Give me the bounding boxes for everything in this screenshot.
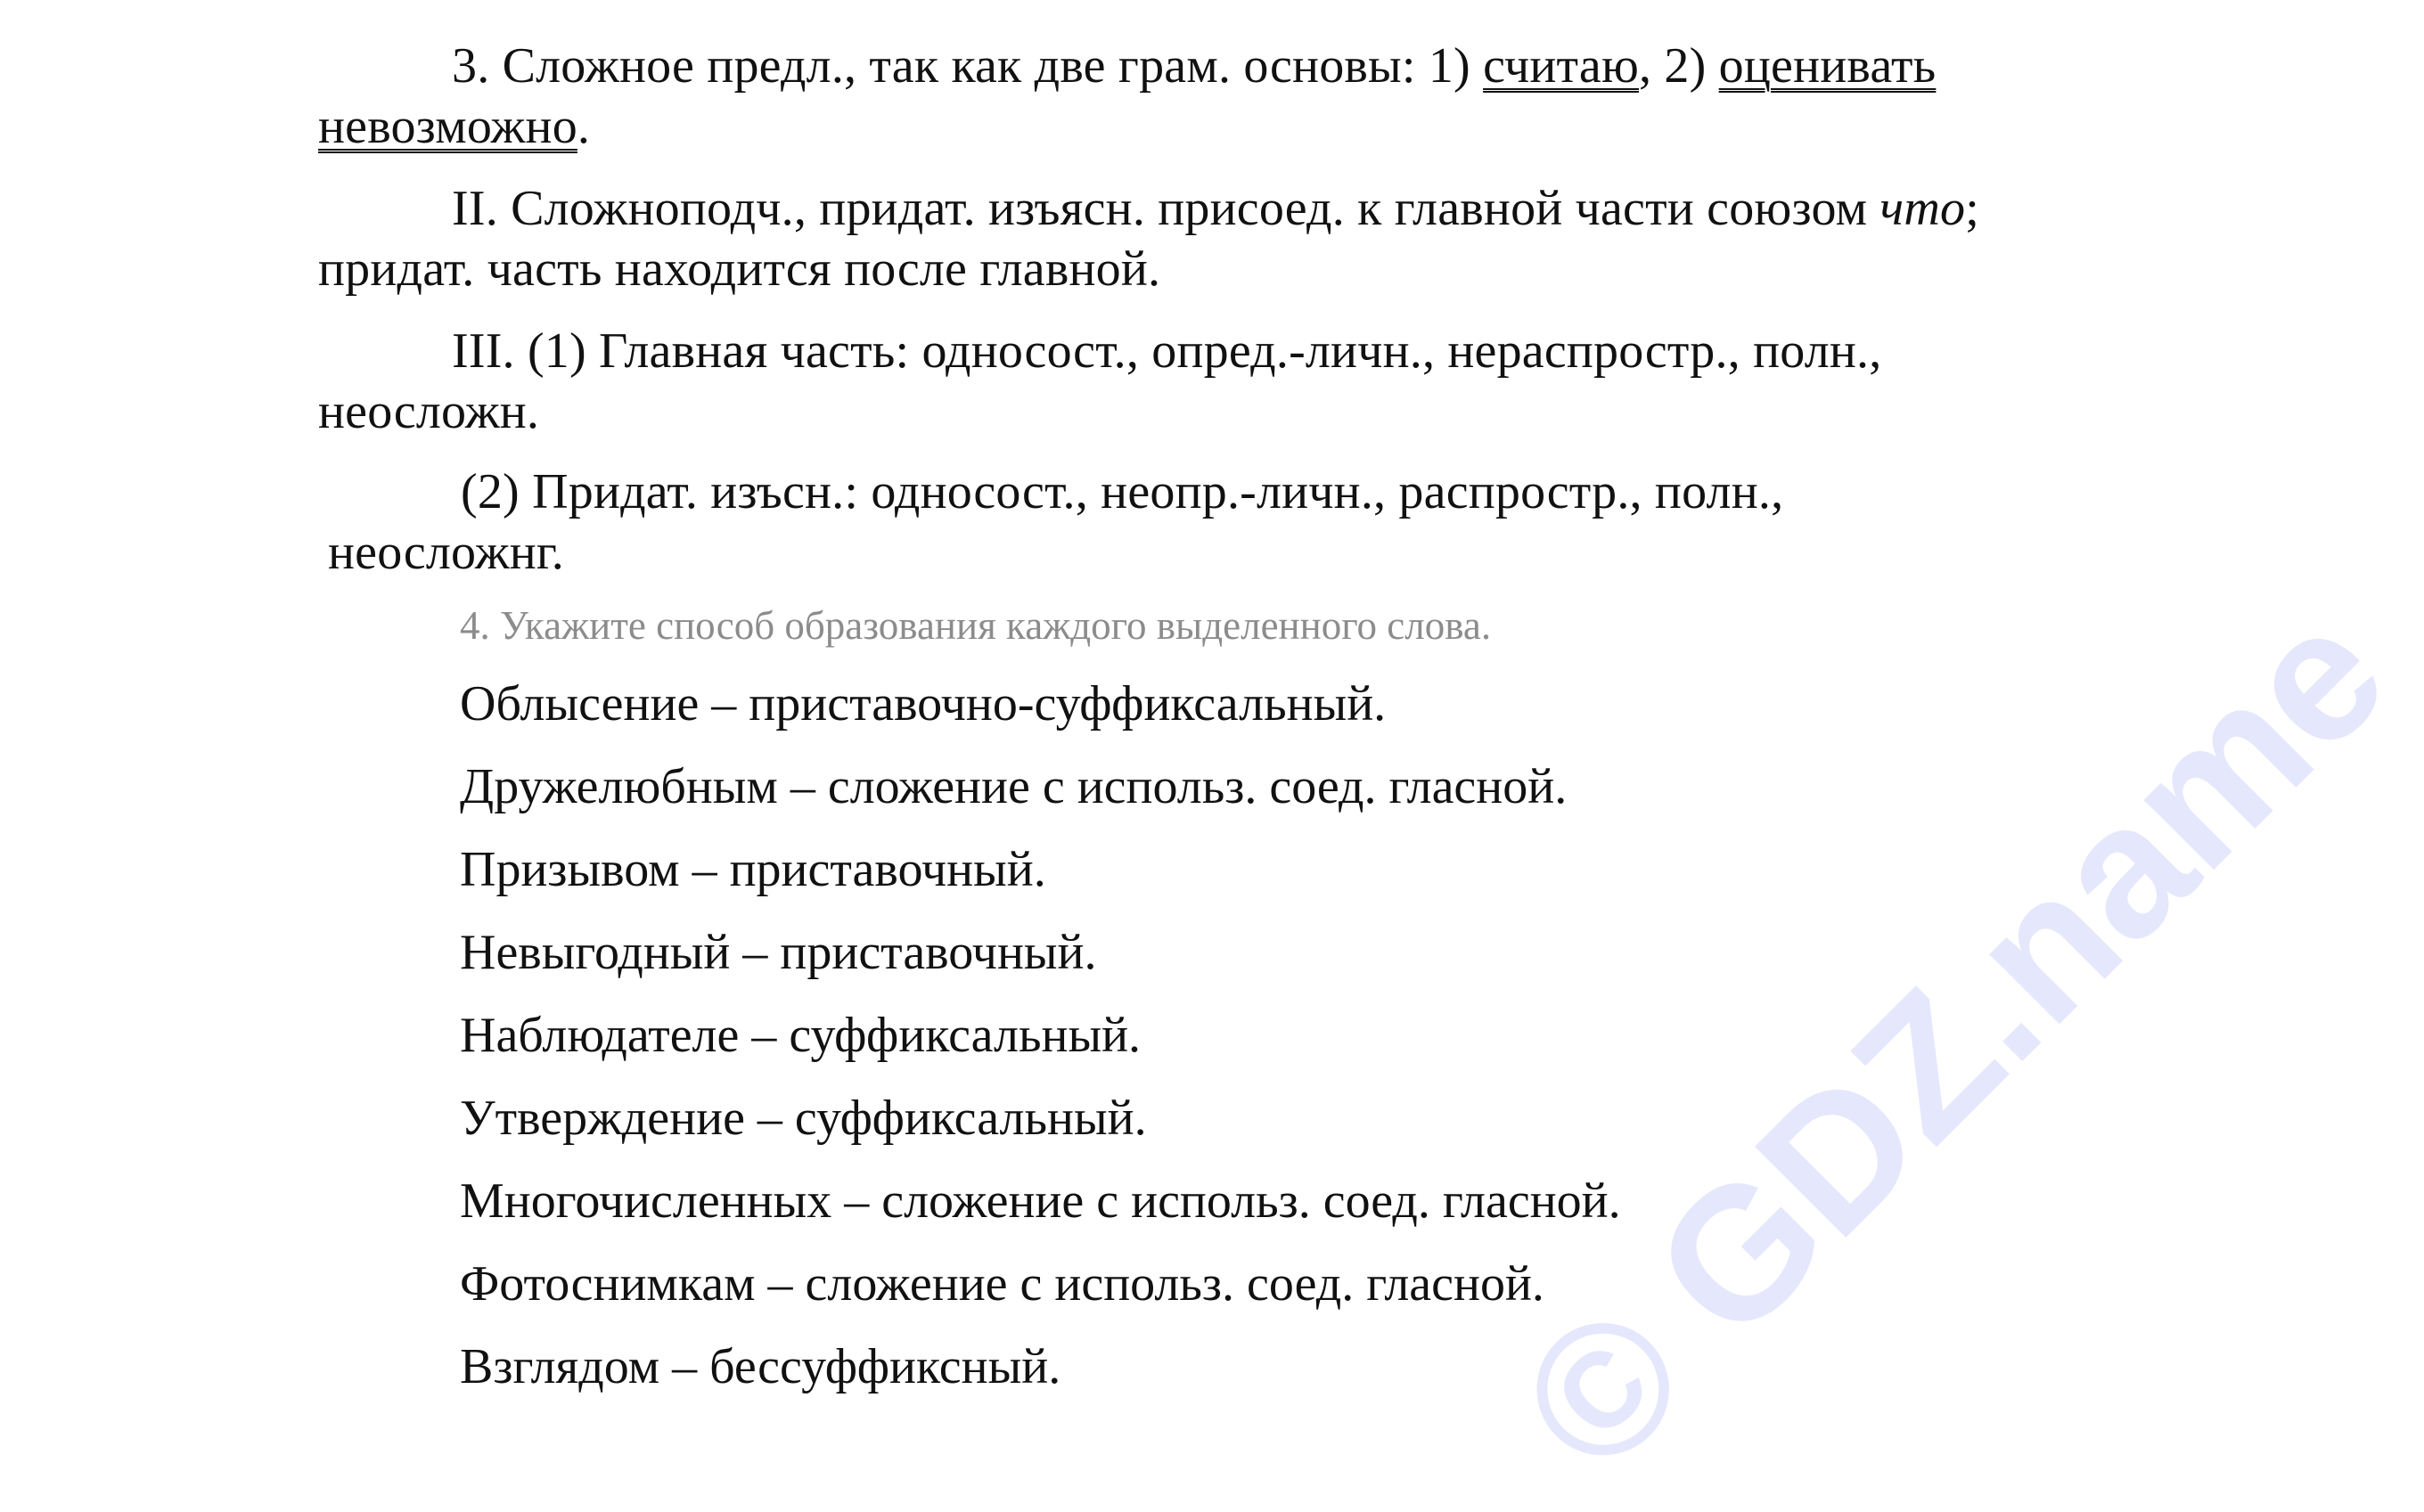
analysis-line-4: придат. часть находится после главной.: [318, 241, 1161, 297]
answer-list: [460, 676, 1975, 1425]
answer-item: Наблюдателе – суффиксальный.: [460, 1008, 1142, 1063]
answer-item: Многочисленных – сложение с использ. соед. гласной.: [460, 1173, 1621, 1229]
predicate-word-3: невозможно: [318, 99, 577, 154]
analysis-text: , 2): [1639, 38, 1719, 94]
analysis-text: 3. Сложное предл., так как две грам. основы: 1): [452, 38, 1484, 94]
answer-item: Облысение – приставочно-суффиксальный.: [460, 676, 1387, 731]
watermark: © GDZ.name: [1479, 568, 2424, 1512]
answer-item: Дружелюбным – сложение с использ. соед. гласной.: [460, 759, 1568, 814]
analysis-line-8: неосложнг.: [328, 525, 564, 580]
answer-item: Невыгодный – приставочный.: [460, 925, 1097, 980]
analysis-line-1: [452, 38, 1937, 94]
conjunction-word: что: [1879, 181, 1966, 236]
analysis-line-5: III. (1) Главная часть: односост., опред.-личн., нераспростр., полн.,: [452, 323, 1882, 379]
task-heading: 4. Укажите способ образования каждого выделенного слова.: [460, 603, 1492, 648]
answer-item: Призывом – приставочный.: [460, 842, 1046, 897]
analysis-line-6: неосложн.: [318, 384, 540, 439]
analysis-text: II. Сложноподч., придат. изъясн. присоед. к главной части союзом: [452, 181, 1880, 236]
analysis-text: .: [577, 99, 591, 154]
predicate-word-1: считаю: [1483, 38, 1640, 94]
answer-item: Фотоснимкам – сложение с использ. соед. гласной.: [460, 1256, 1544, 1312]
analysis-text: ;: [1965, 181, 1979, 236]
answer-item: Утверждение – суффиксальный.: [460, 1091, 1147, 1146]
answer-item: Взглядом – бессуффиксный.: [460, 1339, 1061, 1394]
predicate-word-2: оценивать: [1718, 38, 1937, 94]
analysis-line-7: (2) Придат. изъсн.: односост., неопр.-личн., распростр., полн.,: [461, 464, 1784, 519]
analysis-line-2: [318, 99, 591, 154]
analysis-line-3: [452, 181, 1979, 236]
